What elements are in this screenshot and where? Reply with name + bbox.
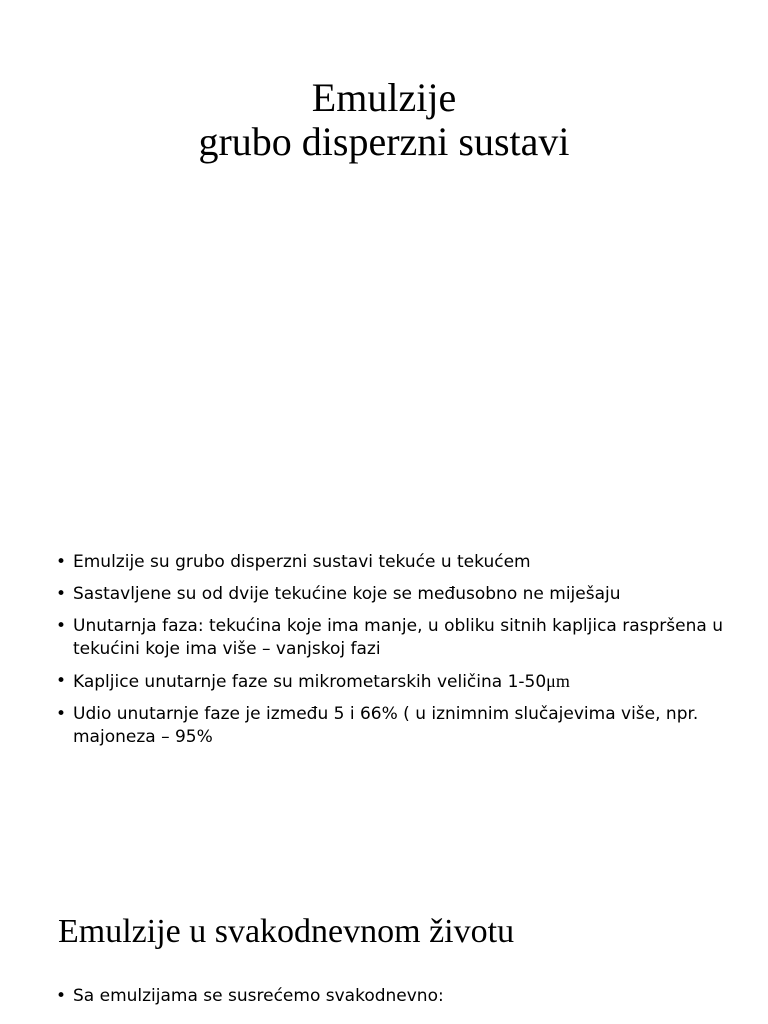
title-line-2: grubo disperzni sustavi <box>198 119 570 164</box>
bullet-dot-icon: • <box>56 986 67 1006</box>
title-line-1: Emulzije <box>311 75 457 120</box>
bullet-text: Kapljice unutarnje faze su mikrometarskih veličina 1-50 <box>73 672 547 692</box>
bullet-item <box>56 985 736 1008</box>
bullet-text: Sastavljene su od dvije tekućine koje se međusobno ne miješaju <box>73 584 621 604</box>
slide-title: Emulzije u svakodnevnom životu <box>58 913 515 950</box>
bullet-text: Emulzije su grubo disperzni sustavi tekuće u tekućem <box>73 552 531 572</box>
bullet-item <box>56 615 736 661</box>
bullet-item <box>56 583 736 606</box>
bullet-item <box>56 670 736 694</box>
bullet-list <box>56 985 736 1017</box>
micrometer-unit: μm <box>546 671 570 691</box>
bullet-item <box>56 551 736 574</box>
bullet-dot-icon: • <box>56 616 67 636</box>
bullet-text: Udio unutarnje faze je između 5 i 66% ( u iznimnim slučajevima više, npr. majoneza – 95% <box>73 704 699 747</box>
bullet-text: Unutarnja faza: tekućina koje ima manje, u obliku sitnih kapljica raspršena u tekućini koje ima više – vanjskoj fazi <box>73 616 723 659</box>
bullet-text: Sa emulzijama se susrećemo svakodnevno: <box>73 986 444 1006</box>
bullet-dot-icon: • <box>56 584 67 604</box>
slide-everyday-emulsions <box>0 876 768 1024</box>
bullet-item <box>56 703 736 749</box>
bullet-dot-icon: • <box>56 671 67 691</box>
slide-title <box>0 76 768 164</box>
bullet-dot-icon: • <box>56 704 67 724</box>
bullet-list <box>56 551 736 758</box>
bullet-dot-icon: • <box>56 552 67 572</box>
